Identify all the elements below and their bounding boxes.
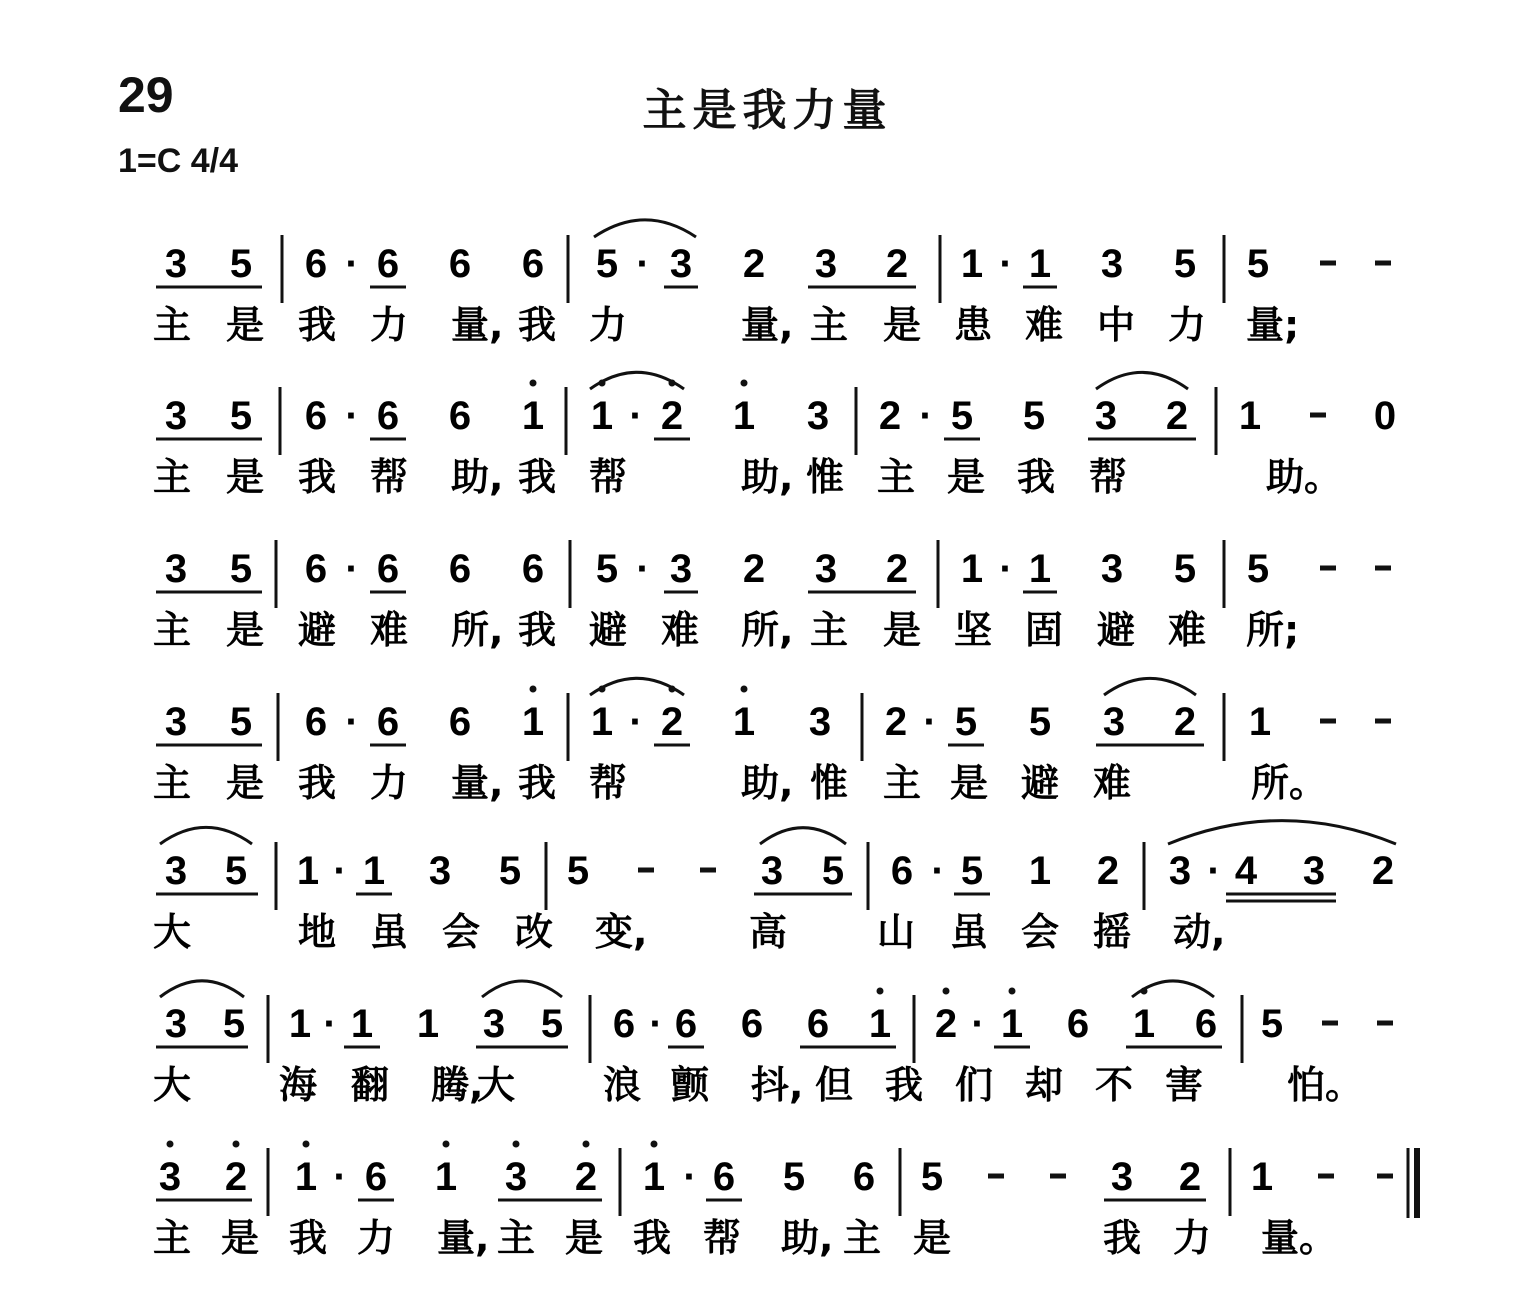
note: 1 <box>296 849 320 893</box>
lyric: 改 <box>515 910 554 954</box>
note: 2 <box>884 700 908 744</box>
octave-dot <box>651 1141 658 1148</box>
note: 2 <box>1165 394 1189 438</box>
lyric: 害 <box>1165 1063 1204 1107</box>
dot-augmentation: · <box>345 394 359 438</box>
lyric: 量, <box>437 1216 490 1260</box>
note: 2 <box>1178 1155 1202 1199</box>
note: 1 <box>350 1002 374 1046</box>
note: 1 <box>868 1002 892 1046</box>
octave-dot <box>443 1141 450 1148</box>
note: 5 <box>954 700 978 744</box>
note: 3 <box>504 1155 528 1199</box>
note: 6 <box>376 700 400 744</box>
note: 3 <box>760 849 784 893</box>
lyric: 助, <box>741 455 794 499</box>
lyric: 主 <box>810 303 849 347</box>
lyric: 主 <box>810 608 849 652</box>
lyric: 浪 <box>603 1063 642 1107</box>
dot-augmentation: · <box>999 242 1013 286</box>
lyric: 是 <box>226 303 265 347</box>
lyric: 是 <box>226 455 265 499</box>
tie-arc <box>594 220 696 237</box>
lyric: 翻 <box>351 1063 390 1107</box>
note: 5 <box>540 1002 564 1046</box>
lyric: 帮 <box>703 1216 742 1260</box>
dot-augmentation: · <box>919 394 933 438</box>
hymn-number: 29 <box>118 67 174 123</box>
lyric: 主 <box>153 1216 192 1260</box>
lyric: 是 <box>913 1216 952 1260</box>
note: 6 <box>376 394 400 438</box>
note: 5 <box>229 242 253 286</box>
dot-augmentation: · <box>649 1002 663 1046</box>
note: 5 <box>960 849 984 893</box>
dot-augmentation: · <box>333 849 347 893</box>
lyric: 难 <box>1093 761 1132 805</box>
key-signature: 1=C 4/4 <box>118 142 239 180</box>
lyric: 我 <box>298 761 337 805</box>
note: 3 <box>164 242 188 286</box>
note: 5 <box>229 547 253 591</box>
lyric: 会 <box>1021 910 1060 954</box>
octave-dot <box>943 988 950 995</box>
note: 2 <box>878 394 902 438</box>
note: 6 <box>304 700 328 744</box>
lyric: 动, <box>1173 910 1226 954</box>
note: 5 <box>1246 242 1270 286</box>
note: 5 <box>1022 394 1046 438</box>
dot-augmentation: · <box>636 547 650 591</box>
lyric: 摇 <box>1093 910 1132 954</box>
tie-arc <box>1168 821 1396 844</box>
lyric: 难 <box>370 608 409 652</box>
note: 1 <box>642 1155 666 1199</box>
octave-dot <box>741 380 748 387</box>
lyric: 是 <box>883 608 922 652</box>
note: 1 <box>1028 849 1052 893</box>
note: 5 <box>229 394 253 438</box>
note: 2 <box>742 547 766 591</box>
lyric: 我 <box>885 1063 924 1107</box>
note: 1 <box>732 394 756 438</box>
lyric: 所, <box>741 608 794 652</box>
note: 5 <box>1246 547 1270 591</box>
lyric: 是 <box>226 608 265 652</box>
note: 2 <box>660 394 684 438</box>
lyric: 我 <box>518 761 557 805</box>
lyric: 力 <box>1168 303 1207 347</box>
lyric: 帮 <box>1089 455 1128 499</box>
octave-dot <box>741 686 748 693</box>
octave-dot <box>233 1141 240 1148</box>
lyric: 主 <box>497 1216 536 1260</box>
note: 5 <box>595 547 619 591</box>
note: 3 <box>669 547 693 591</box>
note: 1 <box>590 394 614 438</box>
note: 3 <box>669 242 693 286</box>
lyric: 量, <box>741 303 794 347</box>
dot-augmentation: · <box>345 242 359 286</box>
note: 6 <box>852 1155 876 1199</box>
dot-augmentation: · <box>636 242 650 286</box>
note: 6 <box>304 242 328 286</box>
note: 0 <box>1373 394 1397 438</box>
dot-augmentation: · <box>931 849 945 893</box>
octave-dot <box>877 988 884 995</box>
tie-arc <box>1104 678 1196 695</box>
dot-augmentation: · <box>333 1155 347 1199</box>
note: 3 <box>1302 849 1326 893</box>
lyric: 我 <box>518 455 557 499</box>
lyric: 虽 <box>370 910 409 954</box>
lyric: 难 <box>1168 608 1207 652</box>
lyric: 患 <box>954 303 993 347</box>
note: 3 <box>814 547 838 591</box>
note: 1 <box>521 700 545 744</box>
lyric: 量。 <box>1261 1216 1338 1260</box>
octave-dot <box>167 1141 174 1148</box>
lyric: 所, <box>451 608 504 652</box>
lyric: 大 <box>477 1063 516 1107</box>
lyric: 中 <box>1097 303 1136 347</box>
note: 5 <box>821 849 845 893</box>
lyric: 主 <box>153 608 192 652</box>
dot-augmentation: · <box>323 1002 337 1046</box>
note: 1 <box>521 394 545 438</box>
lyric: 们 <box>955 1063 994 1107</box>
note: 3 <box>164 1002 188 1046</box>
lyric: 助。 <box>1266 455 1343 499</box>
note: 6 <box>521 547 545 591</box>
note: 1 <box>288 1002 312 1046</box>
lyric: 帮 <box>589 761 628 805</box>
lyric: 不 <box>1095 1063 1134 1107</box>
note: 5 <box>229 700 253 744</box>
note: 5 <box>1173 242 1197 286</box>
lyric: 但 <box>815 1063 854 1107</box>
lyric: 我 <box>298 303 337 347</box>
lyric: 是 <box>226 761 265 805</box>
lyric: 却 <box>1025 1063 1064 1107</box>
lyric: 避 <box>589 608 628 652</box>
lyric: 我 <box>518 303 557 347</box>
lyric: 我 <box>1103 1216 1142 1260</box>
note: 5 <box>1028 700 1052 744</box>
note: 5 <box>595 242 619 286</box>
note: 1 <box>590 700 614 744</box>
note: 2 <box>1371 849 1395 893</box>
lyric: 腾, <box>431 1063 484 1107</box>
dot-augmentation: · <box>1207 849 1221 893</box>
lyric: 惟 <box>810 761 849 805</box>
note: 6 <box>448 547 472 591</box>
note: 6 <box>376 242 400 286</box>
lyric: 所; <box>1246 608 1300 652</box>
note: 5 <box>222 1002 246 1046</box>
note: 1 <box>960 242 984 286</box>
lyric: 虽 <box>950 910 989 954</box>
lyric: 量, <box>451 303 504 347</box>
dot-augmentation: · <box>345 547 359 591</box>
lyric: 海 <box>279 1063 318 1107</box>
dot-augmentation: · <box>629 394 643 438</box>
lyric: 是 <box>950 761 989 805</box>
note: 6 <box>448 242 472 286</box>
note: 6 <box>448 394 472 438</box>
lyric: 力 <box>589 303 628 347</box>
note: 3 <box>428 849 452 893</box>
lyric: 力 <box>370 761 409 805</box>
lyric: 是 <box>883 303 922 347</box>
note: 6 <box>376 547 400 591</box>
dot-augmentation: · <box>999 547 1013 591</box>
lyric: 量, <box>451 761 504 805</box>
lyric: 避 <box>1097 608 1136 652</box>
tie-arc <box>160 827 252 844</box>
tie-arc <box>590 678 684 695</box>
lyric: 坚 <box>954 608 993 652</box>
note: 6 <box>674 1002 698 1046</box>
note: 3 <box>482 1002 506 1046</box>
note: 2 <box>224 1155 248 1199</box>
note: 1 <box>1000 1002 1024 1046</box>
lyric: 是 <box>947 455 986 499</box>
lyric: 主 <box>153 303 192 347</box>
note: 1 <box>294 1155 318 1199</box>
note: 3 <box>1094 394 1118 438</box>
note: 2 <box>1096 849 1120 893</box>
lyric: 主 <box>883 761 922 805</box>
lyric: 助, <box>451 455 504 499</box>
lyric: 主 <box>153 761 192 805</box>
note: 6 <box>521 242 545 286</box>
octave-dot <box>583 1141 590 1148</box>
note: 2 <box>660 700 684 744</box>
dot-augmentation: · <box>923 700 937 744</box>
note: 1 <box>732 700 756 744</box>
note: 1 <box>1028 547 1052 591</box>
dot-augmentation: · <box>345 700 359 744</box>
note: 3 <box>164 547 188 591</box>
lyric: 大 <box>153 1063 192 1107</box>
lyric: 难 <box>1025 303 1064 347</box>
note: 6 <box>1066 1002 1090 1046</box>
note: 5 <box>950 394 974 438</box>
octave-dot <box>530 686 537 693</box>
note: 1 <box>434 1155 458 1199</box>
tie-arc <box>482 981 562 997</box>
note: 4 <box>1234 849 1258 893</box>
lyric: 助, <box>781 1216 834 1260</box>
lyric: 大 <box>153 910 192 954</box>
note: 5 <box>782 1155 806 1199</box>
lyric: 帮 <box>370 455 409 499</box>
lyric: 难 <box>661 608 700 652</box>
note: 5 <box>224 849 248 893</box>
lyric: 避 <box>1021 761 1060 805</box>
song-title: 主是我力量 <box>642 85 893 136</box>
note: 3 <box>1110 1155 1134 1199</box>
note: 3 <box>164 849 188 893</box>
lyric: 怕。 <box>1287 1063 1364 1107</box>
note: 1 <box>416 1002 440 1046</box>
note: 3 <box>1100 547 1124 591</box>
note: 1 <box>1132 1002 1156 1046</box>
lyric: 避 <box>298 608 337 652</box>
lyric: 固 <box>1025 608 1064 652</box>
dot-augmentation: · <box>629 700 643 744</box>
lyric: 是 <box>565 1216 604 1260</box>
note: 3 <box>1100 242 1124 286</box>
note: 3 <box>808 700 832 744</box>
tie-arc <box>760 828 846 844</box>
lyric: 帮 <box>589 455 628 499</box>
tie-arc <box>1096 372 1188 389</box>
lyric: 主 <box>153 455 192 499</box>
note: 3 <box>164 394 188 438</box>
note: 3 <box>164 700 188 744</box>
lyric: 我 <box>1017 455 1056 499</box>
note: 6 <box>890 849 914 893</box>
dot-augmentation: · <box>683 1155 697 1199</box>
note: 6 <box>712 1155 736 1199</box>
note: 5 <box>920 1155 944 1199</box>
note: 3 <box>158 1155 182 1199</box>
lyric: 变, <box>595 910 648 954</box>
note: 1 <box>362 849 386 893</box>
tie-arc <box>160 981 244 997</box>
note: 3 <box>1168 849 1192 893</box>
note: 1 <box>1028 242 1052 286</box>
lyric: 我 <box>289 1216 328 1260</box>
lyric: 山 <box>877 910 916 954</box>
note: 2 <box>885 547 909 591</box>
note: 5 <box>498 849 522 893</box>
note: 2 <box>742 242 766 286</box>
lyric: 惟 <box>806 455 845 499</box>
note: 6 <box>1194 1002 1218 1046</box>
note: 1 <box>1238 394 1262 438</box>
lyric: 是 <box>221 1216 260 1260</box>
lyric: 高 <box>749 910 788 954</box>
octave-dot <box>1009 988 1016 995</box>
note: 6 <box>806 1002 830 1046</box>
octave-dot <box>303 1141 310 1148</box>
lyric: 力 <box>370 303 409 347</box>
tie-arc <box>1132 981 1214 997</box>
tie-arc <box>590 372 684 389</box>
lyric: 所。 <box>1251 761 1328 805</box>
dot-augmentation: · <box>971 1002 985 1046</box>
note: 6 <box>304 394 328 438</box>
lyric: 主 <box>877 455 916 499</box>
note: 5 <box>1173 547 1197 591</box>
note: 6 <box>304 547 328 591</box>
note: 6 <box>612 1002 636 1046</box>
lyric: 量; <box>1246 303 1300 347</box>
note: 3 <box>814 242 838 286</box>
note: 2 <box>574 1155 598 1199</box>
lyric: 地 <box>298 910 337 954</box>
lyric: 会 <box>442 910 481 954</box>
note: 3 <box>1102 700 1126 744</box>
note: 2 <box>1173 700 1197 744</box>
lyric: 力 <box>1173 1216 1212 1260</box>
note: 2 <box>885 242 909 286</box>
lyric: 颤 <box>671 1063 710 1107</box>
lyric: 力 <box>357 1216 396 1260</box>
note: 1 <box>1250 1155 1274 1199</box>
note: 3 <box>806 394 830 438</box>
lyric: 我 <box>298 455 337 499</box>
note: 5 <box>566 849 590 893</box>
note: 1 <box>1248 700 1272 744</box>
note: 2 <box>934 1002 958 1046</box>
lyric: 我 <box>633 1216 672 1260</box>
lyric: 抖, <box>751 1063 804 1107</box>
note: 6 <box>740 1002 764 1046</box>
note: 5 <box>1260 1002 1284 1046</box>
note: 6 <box>364 1155 388 1199</box>
octave-dot <box>513 1141 520 1148</box>
note: 6 <box>448 700 472 744</box>
lyric: 助, <box>741 761 794 805</box>
lyric: 我 <box>518 608 557 652</box>
lyric: 主 <box>843 1216 882 1260</box>
octave-dot <box>530 380 537 387</box>
note: 1 <box>960 547 984 591</box>
